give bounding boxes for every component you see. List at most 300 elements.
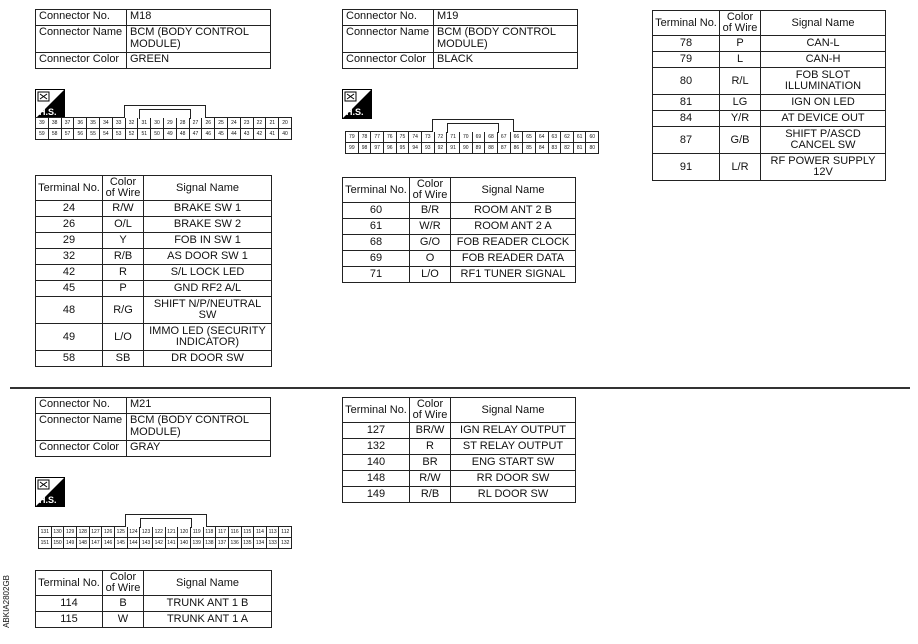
info-value: BCM (BODY CONTROL MODULE) bbox=[127, 26, 271, 53]
connector-pin: 131 bbox=[40, 529, 49, 535]
connector-pin: 65 bbox=[522, 132, 535, 142]
harness-side-icon bbox=[35, 89, 65, 119]
terminal-no: 58 bbox=[36, 351, 103, 367]
terminal-no: 127 bbox=[343, 423, 410, 439]
signal-name-header: Signal Name bbox=[451, 178, 576, 203]
table-row bbox=[36, 217, 272, 233]
m18-signal-table bbox=[35, 175, 272, 367]
connector-pin: 115 bbox=[241, 527, 254, 537]
terminal-no: 149 bbox=[343, 487, 410, 503]
terminal-no: 68 bbox=[343, 235, 410, 251]
connector-pin: 84 bbox=[535, 143, 548, 153]
connector-pin: 50 bbox=[150, 129, 163, 139]
connector-pin: 135 bbox=[241, 538, 254, 548]
m21-hs-icon bbox=[35, 477, 65, 512]
connector-pin: 98 bbox=[358, 143, 371, 153]
connector-pin: 48 bbox=[176, 129, 189, 139]
m21-signal-table bbox=[35, 570, 272, 628]
table-row bbox=[36, 265, 272, 281]
table-row bbox=[36, 351, 272, 367]
connector-pin: 64 bbox=[535, 132, 548, 142]
terminal-no: 87 bbox=[653, 127, 720, 154]
connector-pin: 35 bbox=[86, 118, 99, 128]
signal-name: BRAKE SW 1 bbox=[144, 201, 272, 217]
signal-table-header bbox=[36, 571, 272, 596]
connector-pin: 127 bbox=[89, 527, 102, 537]
connector-pin: 113 bbox=[266, 527, 279, 537]
connector-pin: 40 bbox=[278, 129, 291, 139]
signal-name: RF POWER SUPPLY 12V bbox=[761, 154, 886, 181]
connector-pin: 38 bbox=[48, 118, 61, 128]
terminal-no: 115 bbox=[36, 612, 103, 628]
signal-name: GND RF2 A/L bbox=[144, 281, 272, 297]
terminal-no: 148 bbox=[343, 471, 410, 487]
m18-info-table bbox=[35, 9, 271, 69]
table-row bbox=[343, 219, 576, 235]
signal-name: TRUNK ANT 1 B bbox=[144, 596, 272, 612]
wire-color: B/R bbox=[410, 203, 451, 219]
signal-name: FOB IN SW 1 bbox=[144, 233, 272, 249]
connector-pin: 66 bbox=[510, 132, 523, 142]
info-row bbox=[36, 398, 271, 414]
connector-pin: 97 bbox=[370, 143, 383, 153]
info-label: Connector No. bbox=[343, 10, 434, 26]
connector-pin: 20 bbox=[278, 118, 291, 128]
connector-pin: 143 bbox=[139, 538, 152, 548]
connector-pin: 23 bbox=[240, 118, 253, 128]
wire-color: R/L bbox=[720, 68, 761, 95]
info-value: BLACK bbox=[434, 53, 578, 69]
connector-pin: 74 bbox=[408, 132, 421, 142]
m19-signal-table bbox=[342, 177, 576, 283]
info-label: Connector Color bbox=[343, 53, 434, 69]
table-row bbox=[653, 68, 886, 95]
table-row bbox=[343, 455, 576, 471]
terminal-no-header: Terminal No. bbox=[653, 11, 720, 36]
terminal-no: 81 bbox=[653, 95, 720, 111]
connector-pin: 47 bbox=[189, 129, 202, 139]
connector-pin: 99 bbox=[349, 145, 355, 151]
table-row bbox=[343, 251, 576, 267]
connector-pin: 85 bbox=[522, 143, 535, 153]
info-value: M19 bbox=[434, 10, 578, 26]
connector-pin: 61 bbox=[573, 132, 586, 142]
terminal-no: 24 bbox=[36, 201, 103, 217]
connector-latch bbox=[432, 119, 514, 132]
connector-pin: 69 bbox=[472, 132, 485, 142]
wire-color: Y/R bbox=[720, 111, 761, 127]
terminal-no: 48 bbox=[36, 297, 103, 324]
info-label: Connector Name bbox=[36, 414, 127, 441]
connector-pin: 63 bbox=[548, 132, 561, 142]
terminal-no: 45 bbox=[36, 281, 103, 297]
connector-pin: 94 bbox=[408, 143, 421, 153]
table-row bbox=[36, 297, 272, 324]
signal-name: RF1 TUNER SIGNAL bbox=[451, 267, 576, 283]
connector-pin: 70 bbox=[459, 132, 472, 142]
connector-pin: 82 bbox=[560, 143, 573, 153]
terminal-no-header: Terminal No. bbox=[343, 178, 410, 203]
connector-pin: 58 bbox=[48, 129, 61, 139]
connector-pin: 21 bbox=[265, 118, 278, 128]
signal-name: FOB READER CLOCK bbox=[451, 235, 576, 251]
info-row bbox=[36, 53, 271, 69]
connector-pin: 121 bbox=[165, 527, 178, 537]
table-row bbox=[653, 52, 886, 68]
connector-pin-grid bbox=[345, 131, 599, 154]
connector-pin: 33 bbox=[112, 118, 125, 128]
connector-pin: 28 bbox=[176, 118, 189, 128]
table-row bbox=[343, 235, 576, 251]
table-row bbox=[36, 233, 272, 249]
signal-name: CAN-H bbox=[761, 52, 886, 68]
m21-continued-signal-table bbox=[342, 397, 576, 503]
connector-pin: 75 bbox=[396, 132, 409, 142]
signal-name: ST RELAY OUTPUT bbox=[451, 439, 576, 455]
svg-text:H.S.: H.S. bbox=[39, 107, 57, 117]
connector-pin: 31 bbox=[137, 118, 150, 128]
connector-pin: 36 bbox=[73, 118, 86, 128]
connector-pin: 148 bbox=[76, 538, 89, 548]
wire-color: G/B bbox=[720, 127, 761, 154]
connector-pin: 114 bbox=[253, 527, 266, 537]
info-row bbox=[343, 26, 578, 53]
info-value: BCM (BODY CONTROL MODULE) bbox=[127, 414, 271, 441]
connector-latch bbox=[124, 105, 206, 118]
svg-text:H.S.: H.S. bbox=[39, 495, 57, 505]
signal-name-header: Signal Name bbox=[761, 11, 886, 36]
info-label: Connector Name bbox=[36, 26, 127, 53]
connector-pin: 123 bbox=[139, 527, 152, 537]
terminal-no: 71 bbox=[343, 267, 410, 283]
connector-pin: 37 bbox=[61, 118, 74, 128]
wire-color: L bbox=[720, 52, 761, 68]
m19-continued-signal-table bbox=[652, 10, 886, 181]
table-row bbox=[343, 439, 576, 455]
connector-pin: 125 bbox=[114, 527, 127, 537]
color-of-wire-header: Color of Wire bbox=[103, 176, 144, 201]
info-value: BCM (BODY CONTROL MODULE) bbox=[434, 26, 578, 53]
terminal-no: 26 bbox=[36, 217, 103, 233]
connector-pin: 62 bbox=[560, 132, 573, 142]
table-row bbox=[343, 423, 576, 439]
terminal-no: 91 bbox=[653, 154, 720, 181]
wire-color: BR/W bbox=[410, 423, 451, 439]
connector-pin: 54 bbox=[99, 129, 112, 139]
signal-name: FOB SLOT ILLUMINATION bbox=[761, 68, 886, 95]
connector-pin: 78 bbox=[358, 132, 371, 142]
signal-name-header: Signal Name bbox=[144, 176, 272, 201]
info-label: Connector Color bbox=[36, 53, 127, 69]
harness-side-icon bbox=[35, 477, 65, 507]
color-of-wire-header: Color of Wire bbox=[103, 571, 144, 596]
wire-color: R bbox=[103, 265, 144, 281]
table-row bbox=[36, 249, 272, 265]
signal-table-header bbox=[36, 176, 272, 201]
wire-color: R bbox=[410, 439, 451, 455]
connector-pin: 46 bbox=[201, 129, 214, 139]
connector-pin: 128 bbox=[76, 527, 89, 537]
terminal-no: 114 bbox=[36, 596, 103, 612]
connector-latch bbox=[125, 514, 207, 527]
connector-pin: 142 bbox=[152, 538, 165, 548]
connector-pin: 41 bbox=[265, 129, 278, 139]
connector-pin: 133 bbox=[266, 538, 279, 548]
info-row bbox=[36, 26, 271, 53]
connector-pin: 71 bbox=[446, 132, 459, 142]
figure-code: ABKIA2802GB bbox=[2, 575, 11, 628]
terminal-no: 32 bbox=[36, 249, 103, 265]
wire-color: R/W bbox=[103, 201, 144, 217]
connector-pin: 45 bbox=[214, 129, 227, 139]
terminal-no-header: Terminal No. bbox=[343, 398, 410, 423]
signal-name-header: Signal Name bbox=[451, 398, 576, 423]
connector-pin: 145 bbox=[114, 538, 127, 548]
signal-name: TRUNK ANT 1 A bbox=[144, 612, 272, 628]
connector-pin: 134 bbox=[253, 538, 266, 548]
signal-name: IGN RELAY OUTPUT bbox=[451, 423, 576, 439]
terminal-no: 60 bbox=[343, 203, 410, 219]
info-row bbox=[36, 441, 271, 457]
color-of-wire-header: Color of Wire bbox=[410, 178, 451, 203]
signal-name: ROOM ANT 2 A bbox=[451, 219, 576, 235]
wire-color: SB bbox=[103, 351, 144, 367]
harness-side-icon bbox=[342, 89, 372, 119]
connector-pin: 27 bbox=[189, 118, 202, 128]
wire-color: R/G bbox=[103, 297, 144, 324]
color-of-wire-header: Color of Wire bbox=[410, 398, 451, 423]
section-divider bbox=[10, 387, 910, 389]
connector-pin: 57 bbox=[61, 129, 74, 139]
connector-pin: 93 bbox=[421, 143, 434, 153]
connector-pin: 73 bbox=[421, 132, 434, 142]
connector-pin: 138 bbox=[203, 538, 216, 548]
info-label: Connector No. bbox=[36, 398, 127, 414]
connector-pin: 81 bbox=[573, 143, 586, 153]
info-row bbox=[36, 10, 271, 26]
wire-color: R/B bbox=[410, 487, 451, 503]
connector-pin: 34 bbox=[99, 118, 112, 128]
connector-pin: 118 bbox=[203, 527, 216, 537]
info-value: M21 bbox=[127, 398, 271, 414]
connector-pin: 112 bbox=[278, 527, 291, 537]
signal-name: RL DOOR SW bbox=[451, 487, 576, 503]
connector-pin: 120 bbox=[177, 527, 190, 537]
info-value: GRAY bbox=[127, 441, 271, 457]
wire-color: Y bbox=[103, 233, 144, 249]
terminal-no: 80 bbox=[653, 68, 720, 95]
connector-pin: 122 bbox=[152, 527, 165, 537]
terminal-no: 61 bbox=[343, 219, 410, 235]
wire-color: O/L bbox=[103, 217, 144, 233]
connector-pin: 147 bbox=[89, 538, 102, 548]
connector-pin: 146 bbox=[101, 538, 114, 548]
connector-pin: 141 bbox=[165, 538, 178, 548]
info-label: Connector Color bbox=[36, 441, 127, 457]
connector-pin: 80 bbox=[585, 143, 598, 153]
wire-color: R/B bbox=[103, 249, 144, 265]
connector-pin: 129 bbox=[63, 527, 76, 537]
signal-name: AS DOOR SW 1 bbox=[144, 249, 272, 265]
terminal-no: 49 bbox=[36, 324, 103, 351]
signal-table-header bbox=[343, 398, 576, 423]
connector-pin: 140 bbox=[177, 538, 190, 548]
connector-pin: 89 bbox=[472, 143, 485, 153]
signal-name: IMMO LED (SECURITY INDICATOR) bbox=[144, 324, 272, 351]
info-value: M18 bbox=[127, 10, 271, 26]
terminal-no: 132 bbox=[343, 439, 410, 455]
connector-pin: 91 bbox=[446, 143, 459, 153]
m21-connector-face bbox=[38, 526, 292, 549]
terminal-no: 29 bbox=[36, 233, 103, 249]
connector-pin: 55 bbox=[86, 129, 99, 139]
connector-pin-grid bbox=[35, 117, 292, 140]
signal-name: S/L LOCK LED bbox=[144, 265, 272, 281]
connector-pin: 53 bbox=[112, 129, 125, 139]
terminal-no: 69 bbox=[343, 251, 410, 267]
table-row bbox=[343, 267, 576, 283]
connector-pin: 132 bbox=[278, 538, 291, 548]
signal-name: IGN ON LED bbox=[761, 95, 886, 111]
signal-name: AT DEVICE OUT bbox=[761, 111, 886, 127]
terminal-no: 140 bbox=[343, 455, 410, 471]
connector-pin: 92 bbox=[434, 143, 447, 153]
table-row bbox=[653, 36, 886, 52]
m19-hs-icon bbox=[342, 89, 372, 124]
connector-pin: 86 bbox=[510, 143, 523, 153]
connector-pin: 72 bbox=[434, 132, 447, 142]
wire-color: W bbox=[103, 612, 144, 628]
wire-color: G/O bbox=[410, 235, 451, 251]
connector-pin: 79 bbox=[349, 134, 355, 140]
connector-pin: 30 bbox=[150, 118, 163, 128]
connector-pin: 52 bbox=[125, 129, 138, 139]
m21-info-table bbox=[35, 397, 271, 457]
info-row bbox=[36, 414, 271, 441]
connector-pin: 67 bbox=[497, 132, 510, 142]
connector-pin: 60 bbox=[585, 132, 598, 142]
table-row bbox=[653, 154, 886, 181]
wire-color: P bbox=[103, 281, 144, 297]
connector-pin: 119 bbox=[190, 527, 203, 537]
signal-name-header: Signal Name bbox=[144, 571, 272, 596]
signal-name: ENG START SW bbox=[451, 455, 576, 471]
connector-pin: 77 bbox=[370, 132, 383, 142]
connector-pin-grid bbox=[38, 526, 292, 549]
m19-connector-face bbox=[345, 131, 599, 154]
table-row bbox=[653, 95, 886, 111]
connector-pin: 42 bbox=[253, 129, 266, 139]
svg-text:H.S.: H.S. bbox=[346, 107, 364, 117]
connector-pin: 144 bbox=[127, 538, 140, 548]
signal-name: ROOM ANT 2 B bbox=[451, 203, 576, 219]
table-row bbox=[36, 612, 272, 628]
connector-pin: 139 bbox=[190, 538, 203, 548]
info-row bbox=[343, 53, 578, 69]
signal-name: SHIFT N/P/NEUTRAL SW bbox=[144, 297, 272, 324]
connector-pin: 49 bbox=[163, 129, 176, 139]
connector-pin: 56 bbox=[73, 129, 86, 139]
info-label: Connector No. bbox=[36, 10, 127, 26]
terminal-no: 42 bbox=[36, 265, 103, 281]
table-row bbox=[36, 201, 272, 217]
signal-name: BRAKE SW 2 bbox=[144, 217, 272, 233]
wire-color: R/W bbox=[410, 471, 451, 487]
connector-pin: 76 bbox=[383, 132, 396, 142]
terminal-no: 79 bbox=[653, 52, 720, 68]
signal-name: FOB READER DATA bbox=[451, 251, 576, 267]
connector-pin: 24 bbox=[227, 118, 240, 128]
signal-name: RR DOOR SW bbox=[451, 471, 576, 487]
info-row bbox=[343, 10, 578, 26]
connector-pin: 96 bbox=[383, 143, 396, 153]
terminal-no-header: Terminal No. bbox=[36, 571, 103, 596]
connector-pin: 124 bbox=[127, 527, 140, 537]
signal-table-header bbox=[343, 178, 576, 203]
connector-pin: 150 bbox=[51, 538, 64, 548]
table-row bbox=[343, 471, 576, 487]
connector-pin: 149 bbox=[63, 538, 76, 548]
connector-pin: 87 bbox=[497, 143, 510, 153]
connector-pin: 90 bbox=[459, 143, 472, 153]
connector-pin: 51 bbox=[137, 129, 150, 139]
connector-pin: 43 bbox=[240, 129, 253, 139]
signal-name: CAN-L bbox=[761, 36, 886, 52]
table-row bbox=[36, 281, 272, 297]
wire-color: O bbox=[410, 251, 451, 267]
signal-name: DR DOOR SW bbox=[144, 351, 272, 367]
signal-table-header bbox=[653, 11, 886, 36]
connector-pin: 59 bbox=[39, 131, 45, 137]
connector-pin: 22 bbox=[253, 118, 266, 128]
wire-color: BR bbox=[410, 455, 451, 471]
connector-pin: 29 bbox=[163, 118, 176, 128]
info-value: GREEN bbox=[127, 53, 271, 69]
color-of-wire-header: Color of Wire bbox=[720, 11, 761, 36]
table-row bbox=[653, 127, 886, 154]
wire-color: L/O bbox=[410, 267, 451, 283]
connector-pin: 44 bbox=[227, 129, 240, 139]
terminal-no-header: Terminal No. bbox=[36, 176, 103, 201]
connector-pin: 136 bbox=[228, 538, 241, 548]
terminal-no: 84 bbox=[653, 111, 720, 127]
connector-pin: 130 bbox=[51, 527, 64, 537]
signal-name: SHIFT P/ASCD CANCEL SW bbox=[761, 127, 886, 154]
connector-pin: 83 bbox=[548, 143, 561, 153]
connector-pin: 88 bbox=[484, 143, 497, 153]
connector-pin: 116 bbox=[228, 527, 241, 537]
wire-color: L/R bbox=[720, 154, 761, 181]
table-row bbox=[36, 596, 272, 612]
wire-color: L/O bbox=[103, 324, 144, 351]
m19-info-table bbox=[342, 9, 578, 69]
connector-pin: 39 bbox=[39, 120, 45, 126]
connector-pin: 32 bbox=[125, 118, 138, 128]
connector-pin: 25 bbox=[214, 118, 227, 128]
table-row bbox=[343, 487, 576, 503]
wire-color: B bbox=[103, 596, 144, 612]
wire-color: P bbox=[720, 36, 761, 52]
terminal-no: 78 bbox=[653, 36, 720, 52]
connector-pin: 95 bbox=[396, 143, 409, 153]
connector-pin: 117 bbox=[215, 527, 228, 537]
wire-color: W/R bbox=[410, 219, 451, 235]
connector-pin: 68 bbox=[484, 132, 497, 142]
info-label: Connector Name bbox=[343, 26, 434, 53]
wire-color: LG bbox=[720, 95, 761, 111]
m18-connector-face bbox=[35, 117, 292, 140]
connector-pin: 151 bbox=[40, 540, 49, 546]
